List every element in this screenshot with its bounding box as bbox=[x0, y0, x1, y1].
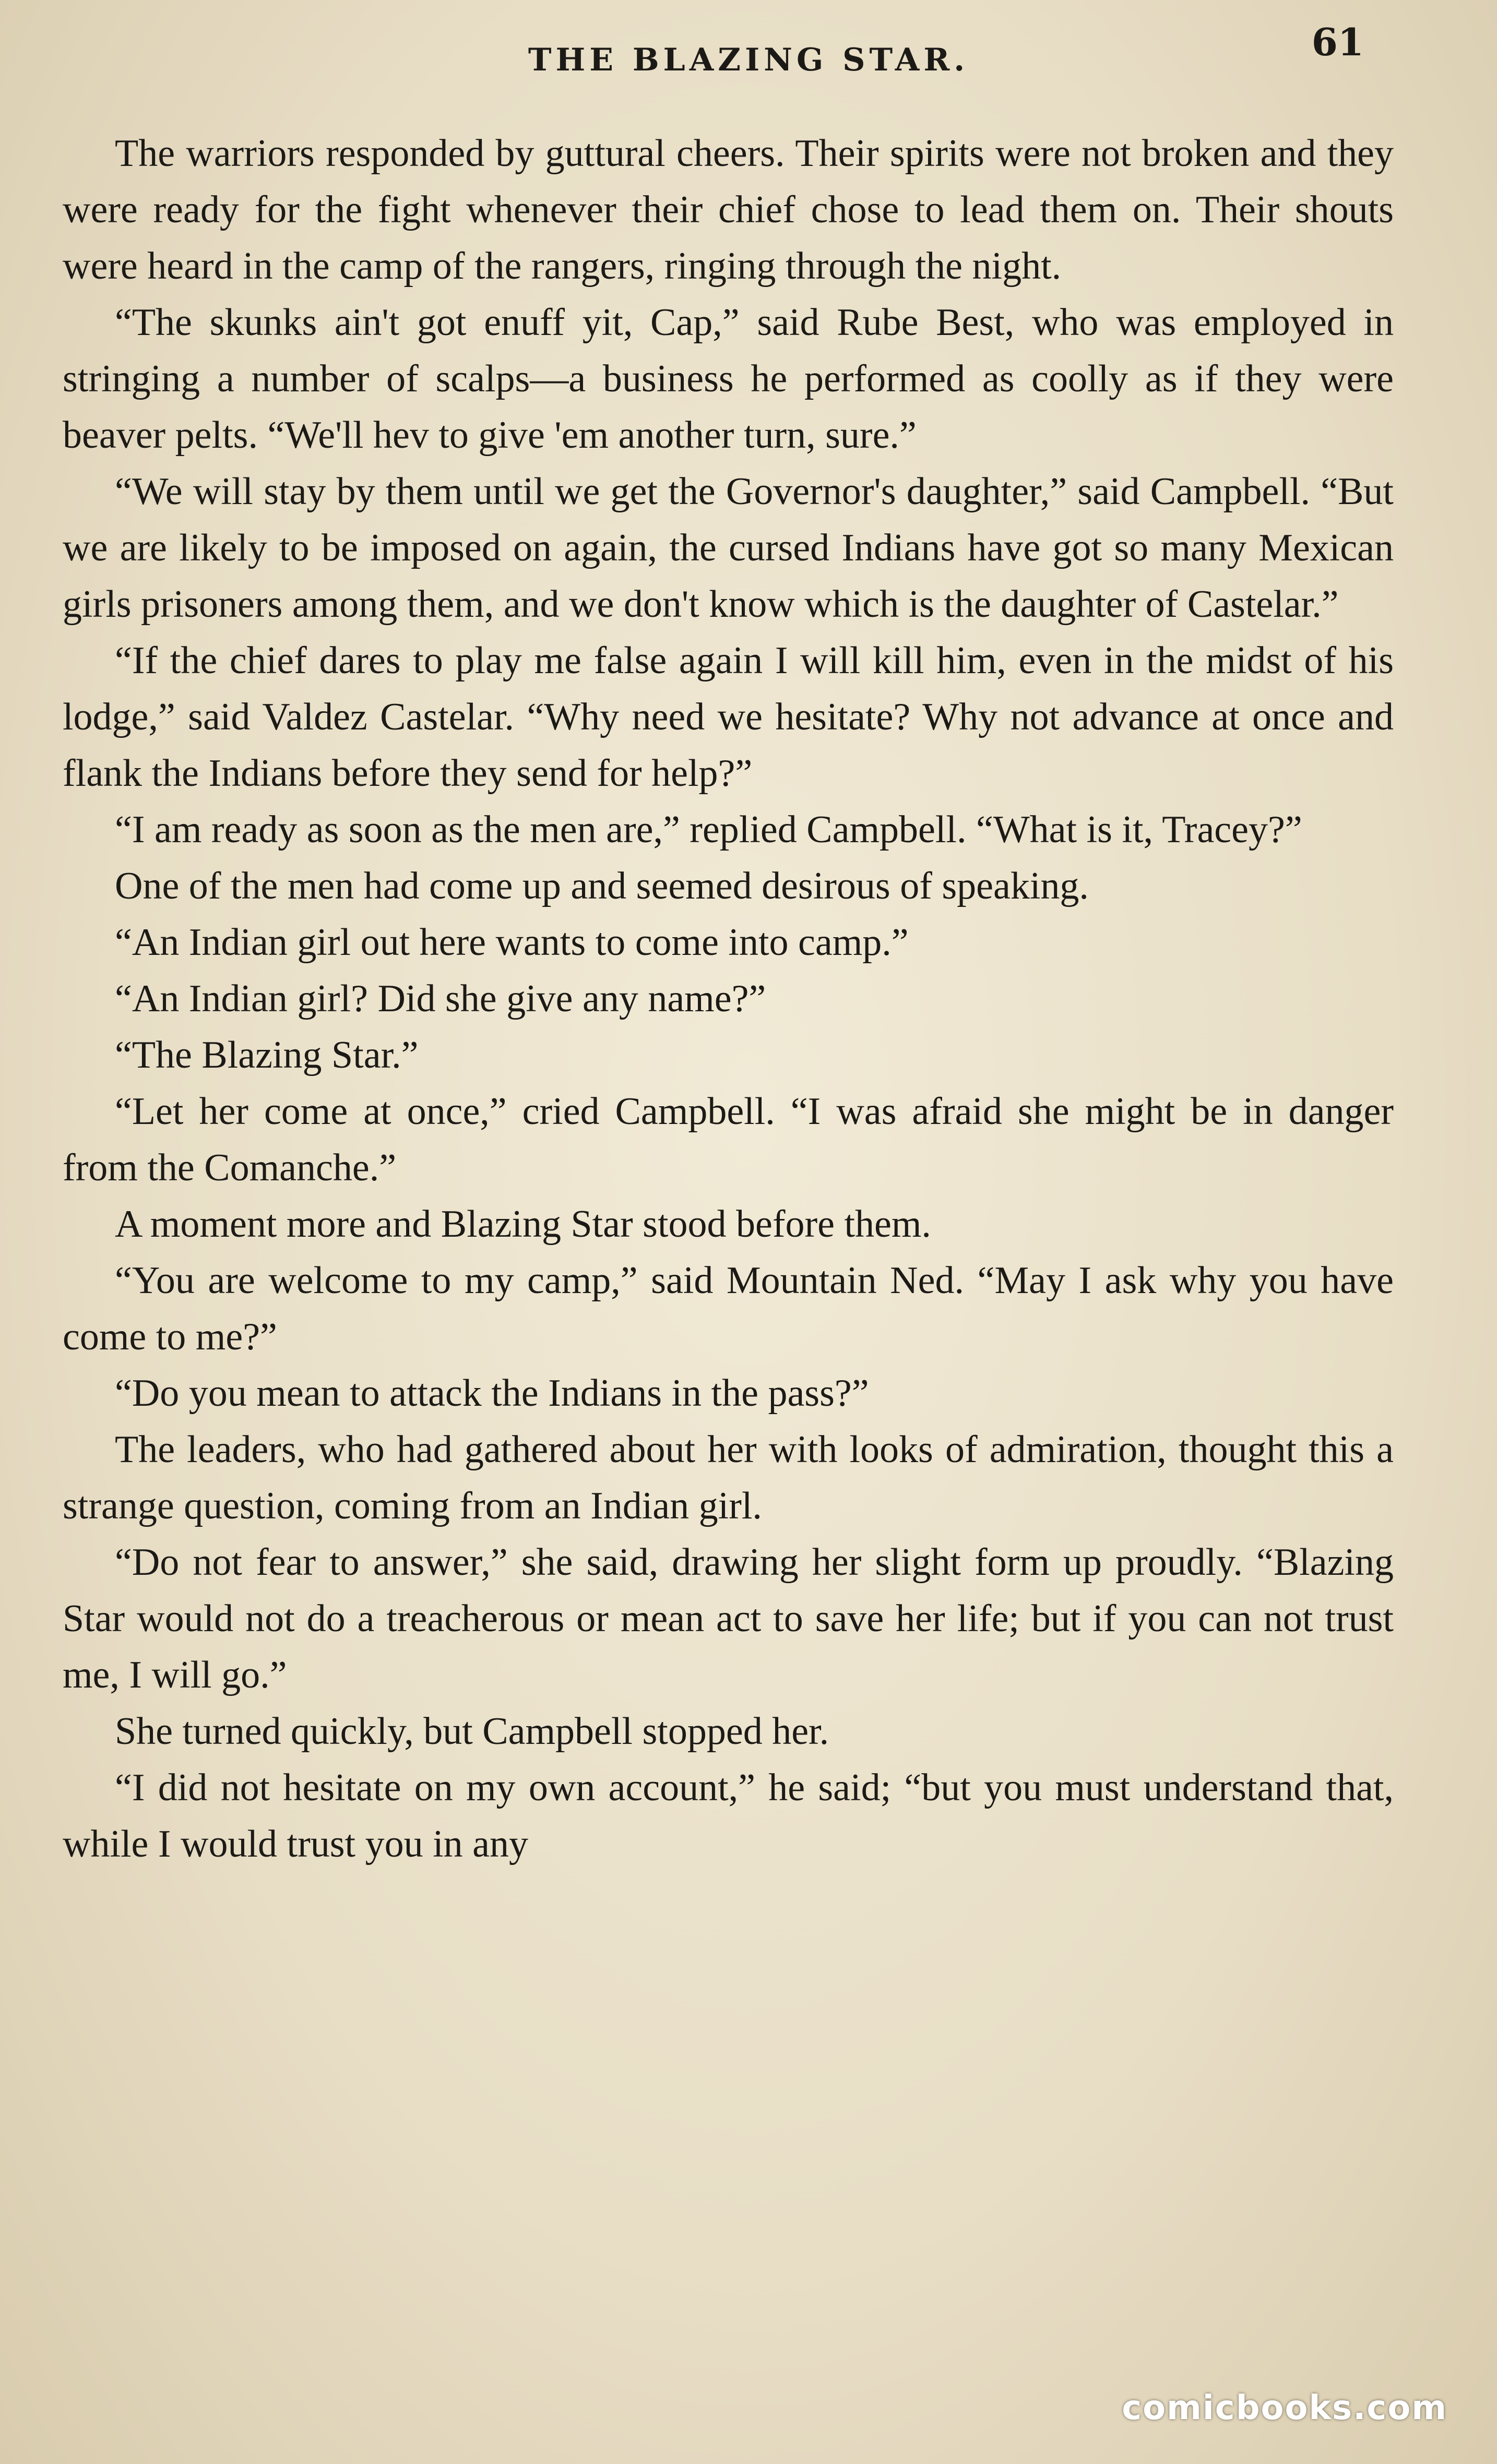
paragraph: “The Blazing Star.” bbox=[115, 1034, 419, 1076]
paragraph: “An Indian girl? Did she give any name?” bbox=[115, 977, 766, 1020]
running-title: THE BLAZING STAR. bbox=[528, 42, 969, 78]
paragraph: “If the chief dares to play me false again I will kill him, even in the midst of his lodge,” said Valdez Castelar. “Why need we hesitate? Why not advance at once and flank the Indians before they send for help?” bbox=[63, 639, 1394, 795]
paragraph: “Let her come at once,” cried Campbell. “I was afraid she might be in danger from the Comanche.” bbox=[63, 1090, 1394, 1189]
paragraph: “You are welcome to my camp,” said Mountain Ned. “May I ask why you have come to me?” bbox=[63, 1259, 1394, 1358]
page-number: 61 bbox=[1311, 20, 1364, 64]
paragraph: “Do not fear to answer,” she said, drawing her slight form up proudly. “Blazing Star would not do a treacherous or mean act to save her life; but if you can not trust me, I will go.” bbox=[63, 1541, 1394, 1696]
paragraph: “We will stay by them until we get the Governor's daughter,” said Campbell. “But we are likely to be imposed on again, the cursed Indians have got so many Mexican girls prisoners among them, and we don't know which is the daughter of Castelar.” bbox=[63, 470, 1394, 626]
watermark: comicbooks.com bbox=[1122, 2389, 1447, 2427]
paragraph: “An Indian girl out here wants to come into camp.” bbox=[115, 921, 909, 964]
body-text bbox=[63, 125, 1394, 1872]
paragraph: “The skunks ain't got enuff yit, Cap,” said Rube Best, who was employed in stringing a number of scalps—a business he performed as coolly as if they were beaver pelts. “We'll hev to give 'em another turn, sure.” bbox=[63, 301, 1394, 457]
paragraph: A moment more and Blazing Star stood before them. bbox=[115, 1203, 931, 1246]
paragraph: The warriors responded by guttural cheers. Their spirits were not broken and they were ready for the fight whenever their chief chose to lead them on. Their shouts were heard in the camp of the rangers, ringing through the night. bbox=[63, 132, 1394, 288]
paragraph: One of the men had come up and seemed desirous of speaking. bbox=[115, 865, 1089, 907]
paragraph: “I did not hesitate on my own account,” he said; “but you must understand that, while I would trust you in any bbox=[63, 1766, 1394, 1865]
paragraph: “I am ready as soon as the men are,” replied Campbell. “What is it, Tracey?” bbox=[115, 808, 1302, 851]
paragraph: “Do you mean to attack the Indians in the pass?” bbox=[115, 1372, 869, 1415]
paragraph: The leaders, who had gathered about her with looks of admiration, thought this a strange question, coming from an Indian girl. bbox=[63, 1428, 1394, 1527]
paragraph: She turned quickly, but Campbell stopped her. bbox=[115, 1710, 829, 1753]
